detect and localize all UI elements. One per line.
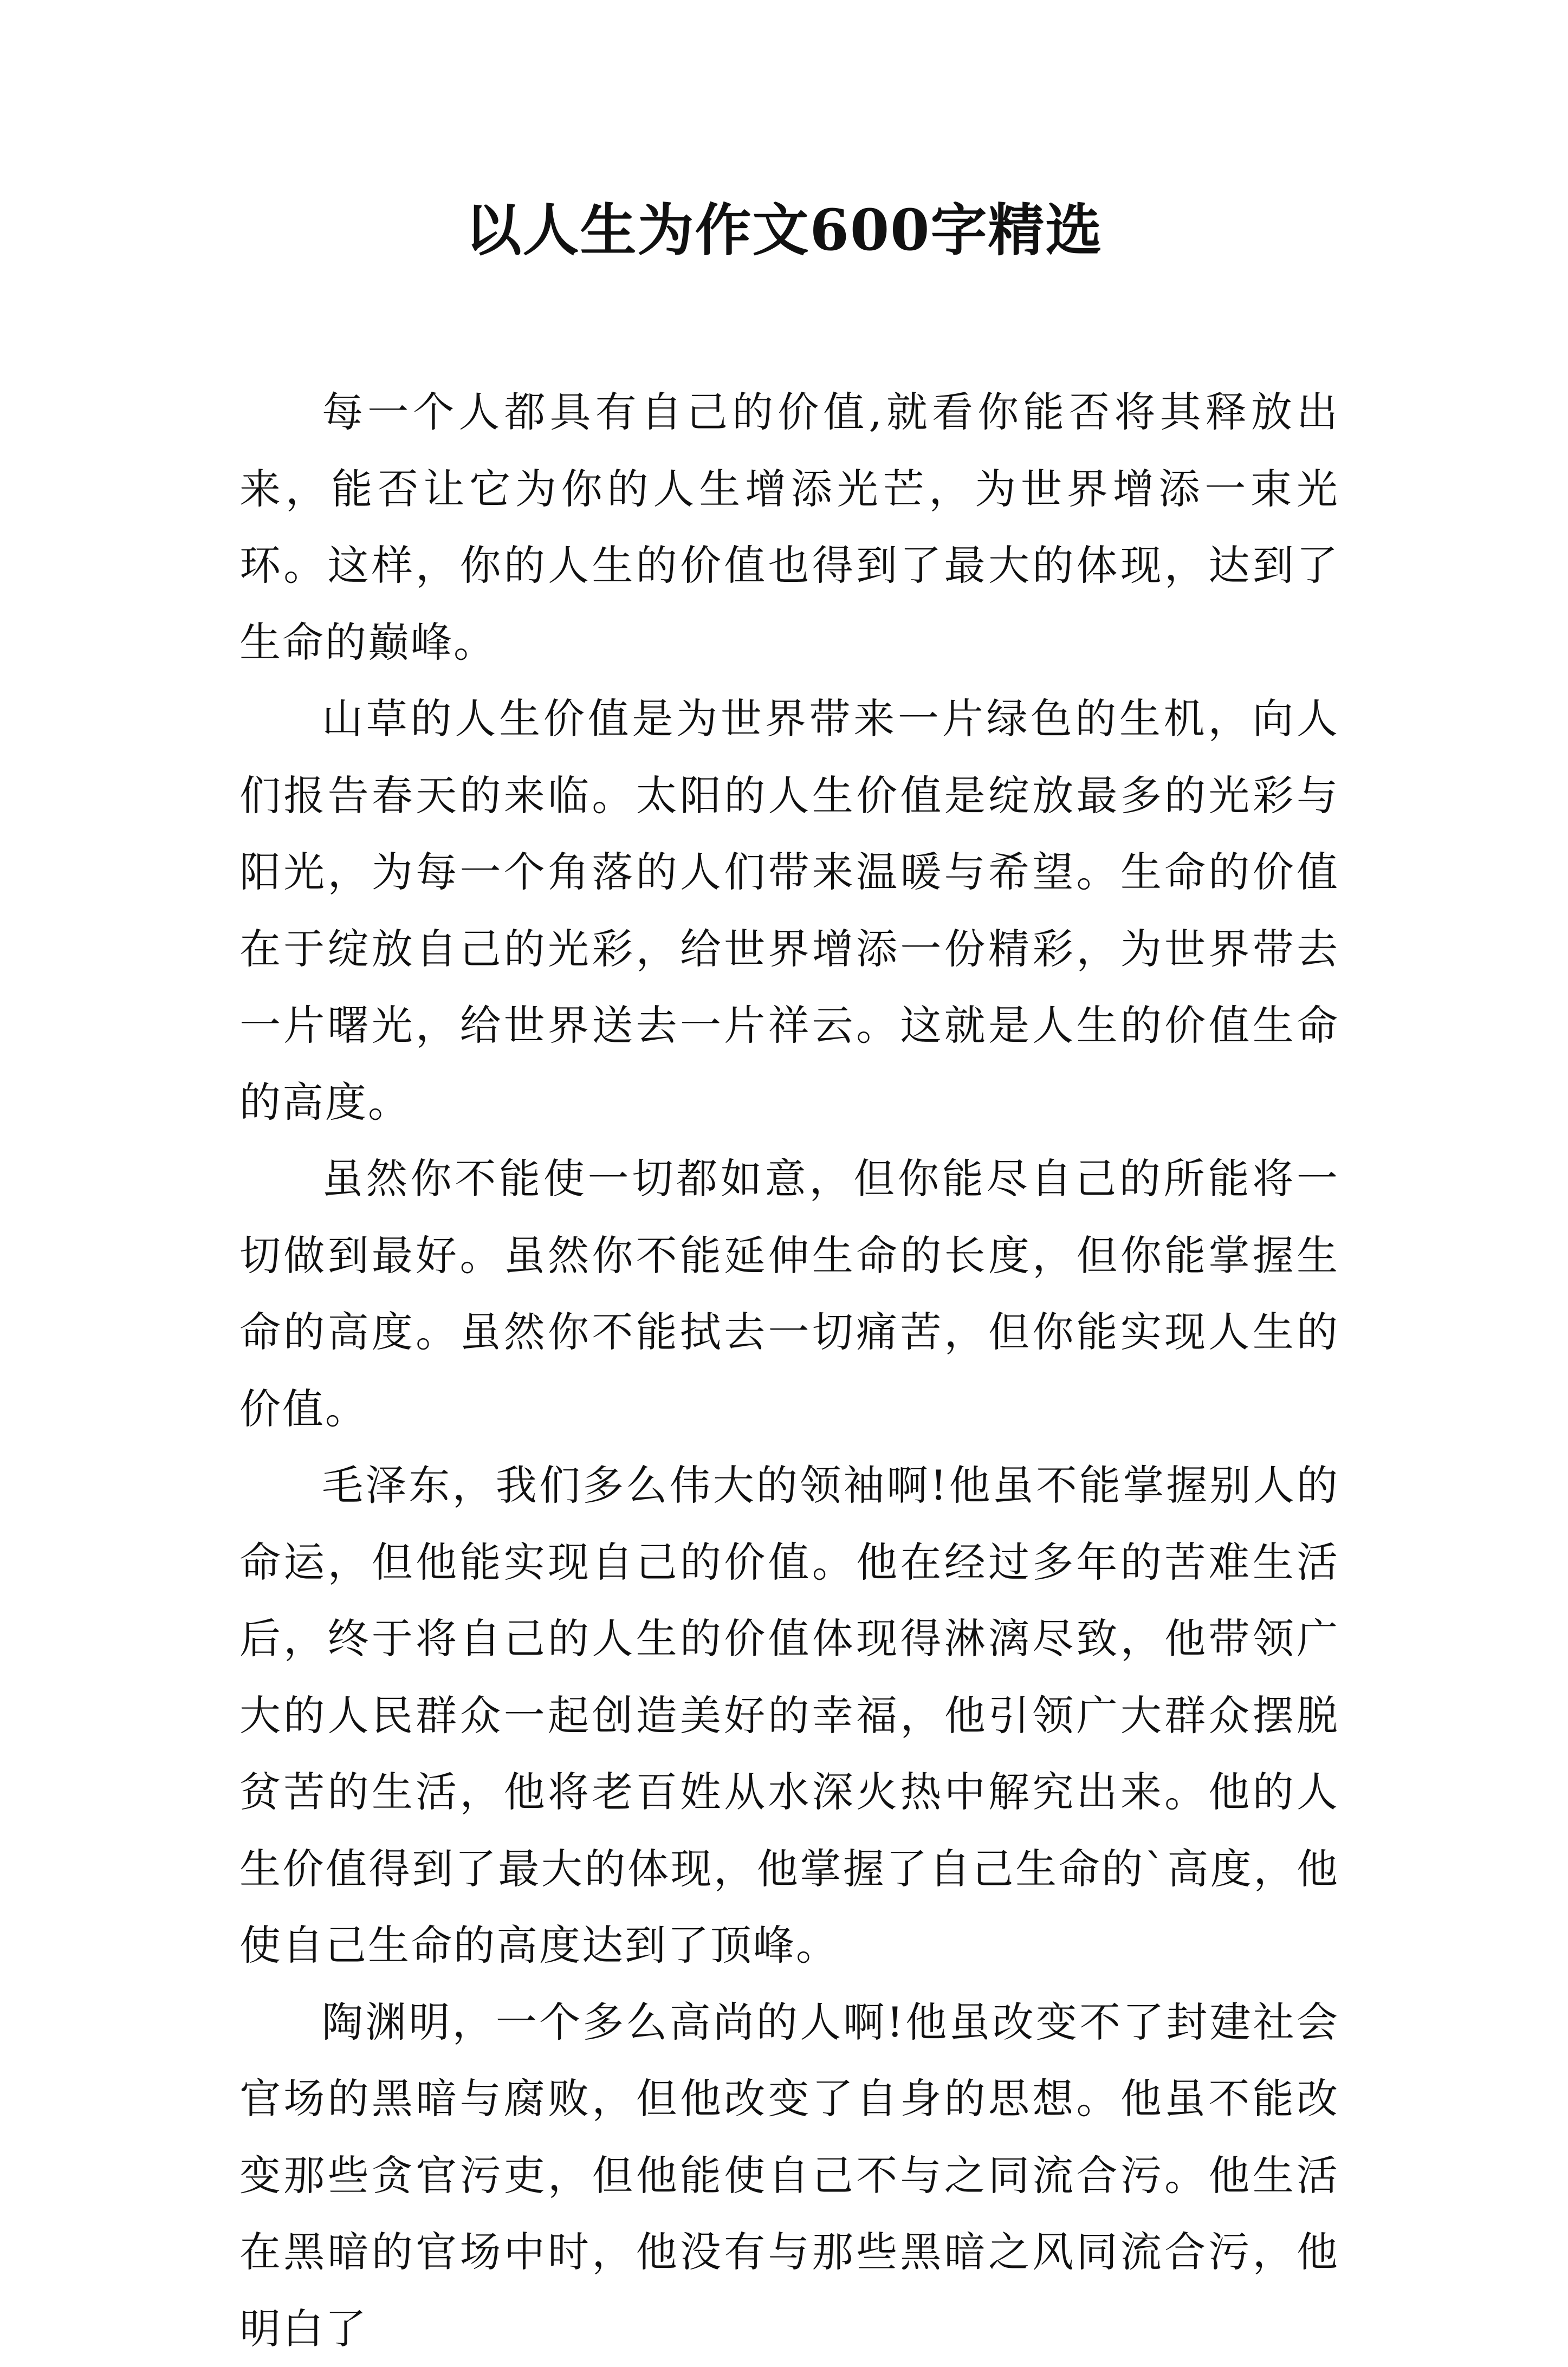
paragraph: 山草的人生价值是为世界带来一片绿色的生机，向人们报告春天的来临。太阳的人生价值是绽放最多的光彩与阳光，为每一个角落的人们带来温暖与希望。生命的价值在于绽放自己的光彩，给世界增添一份精彩，为世界带去一片曙光，给世界送去一片祥云。这就是人生的价值生命的高度。 (239, 680, 1339, 1140)
paragraph: 毛泽东，我们多么伟大的领袖啊!他虽不能掌握别人的命运，但他能实现自己的价值。他在经过多年的苦难生活后，终于将自己的人生的价值体现得淋漓尽致，他带领广大的人民群众一起创造美好的幸福，他引领广大群众摆脱贫苦的生活，他将老百姓从水深火热中解究出来。他的人生价值得到了最大的体现，他掌握了自己生命的`高度，他使自己生命的高度达到了顶峰。 (239, 1447, 1339, 1984)
document-title: 以人生为作文600字精选 (0, 192, 1568, 268)
document-body (239, 374, 1339, 2367)
paragraph: 每一个人都具有自己的价值,就看你能否将其释放出来，能否让它为你的人生增添光芒，为世界增添一束光环。这样，你的人生的价值也得到了最大的体现，达到了生命的巅峰。 (239, 374, 1339, 680)
paragraph: 陶渊明，一个多么高尚的人啊!他虽改变不了封建社会官场的黑暗与腐败，但他改变了自身的思想。他虽不能改变那些贪官污吏，但他能使自己不与之同流合污。他生活在黑暗的官场中时，他没有与那些黑暗之风同流合污，他明白了 (239, 1984, 1339, 2367)
paragraph: 虽然你不能使一切都如意，但你能尽自己的所能将一切做到最好。虽然你不能延伸生命的长度，但你能掌握生命的高度。虽然你不能拭去一切痛苦，但你能实现人生的价值。 (239, 1140, 1339, 1447)
